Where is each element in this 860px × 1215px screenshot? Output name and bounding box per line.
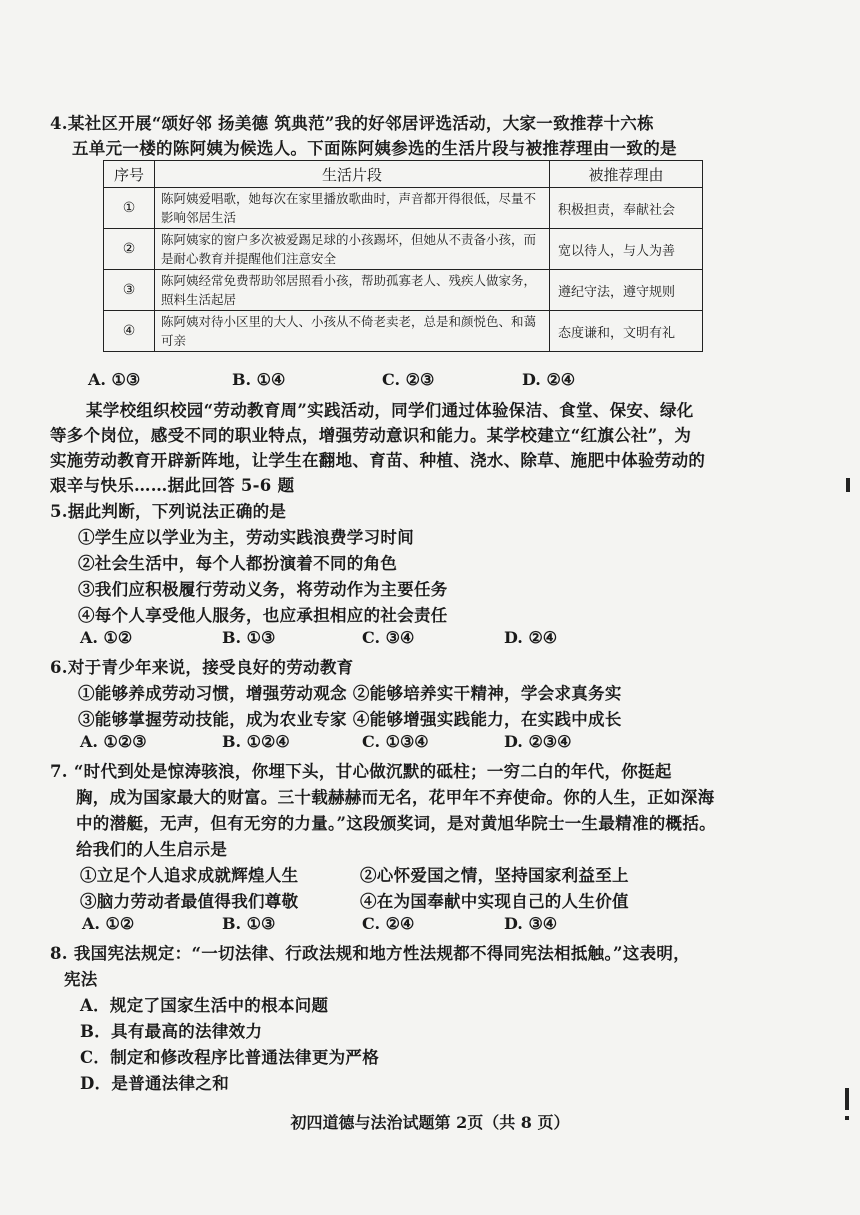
row-reason: 积极担责，奉献社会 xyxy=(550,188,703,229)
q5-option-b: B. ①③ xyxy=(222,628,276,647)
row-num: ④ xyxy=(104,311,155,352)
q5-option-c: C. ③④ xyxy=(362,628,415,647)
table-row xyxy=(104,270,703,311)
scan-mark xyxy=(845,1116,849,1120)
q5-option-d: D. ②④ xyxy=(504,628,558,647)
q6-stem: 6.对于青少年来说，接受良好的劳动教育 xyxy=(50,658,354,677)
q4-stem-line1: 4.某社区开展“颂好邻 扬美德 筑典范”我的好邻居评选活动，大家一致推荐十六栋 xyxy=(50,114,654,133)
row-num: ③ xyxy=(104,270,155,311)
q5-item-2: ②社会生活中，每个人都扮演着不同的角色 xyxy=(78,554,398,573)
row-reason: 态度谦和，文明有礼 xyxy=(550,311,703,352)
q8-option-a: A．规定了国家生活中的根本问题 xyxy=(80,996,329,1015)
q4-stem-line2: 五单元一楼的陈阿姨为候选人。下面陈阿姨参选的生活片段与被推荐理由一致的是 xyxy=(72,139,677,158)
q5-item-3: ③我们应积极履行劳动义务，将劳动作为主要任务 xyxy=(78,580,448,599)
q7-stem-line3: 中的潜艇，无声，但有无穷的力量。”这段颁奖词，是对黄旭华院士一生最精准的概括。 xyxy=(76,814,716,833)
header-life: 生活片段 xyxy=(155,161,550,188)
q6-option-b: B. ①②④ xyxy=(222,732,290,751)
scan-mark xyxy=(846,478,850,492)
q5-item-4: ④每个人享受他人服务，也应承担相应的社会责任 xyxy=(78,606,448,625)
q7-item-1: ①立足个人追求成就辉煌人生 xyxy=(80,866,299,885)
q7-stem-line4: 给我们的人生启示是 xyxy=(76,840,228,859)
recommendation-table xyxy=(103,160,703,352)
row-life: 陈阿姨家的窗户多次被爱踢足球的小孩踢坏，但她从不责备小孩，而是耐心教育并提醒他们注意安全 xyxy=(155,229,550,270)
row-num: ② xyxy=(104,229,155,270)
q7-option-a: A. ①② xyxy=(82,914,135,933)
page-footer: 初四道德与法治试题第 2页（共 8 页） xyxy=(290,1113,570,1132)
q7-item-2: ②心怀爱国之情，坚持国家利益至上 xyxy=(360,866,629,885)
q8-option-c: C．制定和修改程序比普通法律更为严格 xyxy=(80,1048,380,1067)
passage-line4: 艰辛与快乐……据此回答 5-6 题 xyxy=(50,476,295,495)
q6-items-row1: ①能够养成劳动习惯，增强劳动观念 ②能够培养实干精神，学会求真务实 xyxy=(78,684,622,703)
q8-option-b: B．具有最高的法律效力 xyxy=(80,1022,263,1041)
q6-option-d: D. ②③④ xyxy=(504,732,572,751)
q5-stem: 5.据此判断，下列说法正确的是 xyxy=(50,502,287,521)
passage-line2: 等多个岗位，感受不同的职业特点，增强劳动意识和能力。某学校建立“红旗公社”，为 xyxy=(50,426,692,445)
q8-stem-line1: 8. 我国宪法规定：“一切法律、行政法规和地方性法规都不得同宪法相抵触。”这表明， xyxy=(50,944,691,963)
table-row xyxy=(104,311,703,352)
q7-option-c: C. ②④ xyxy=(362,914,415,933)
table-row xyxy=(104,229,703,270)
passage-line1: 某学校组织校园“劳动教育周”实践活动，同学们通过体验保洁、食堂、保安、绿化 xyxy=(86,401,694,420)
row-reason: 遵纪守法，遵守规则 xyxy=(550,270,703,311)
table-header-row xyxy=(104,161,703,188)
q4-option-a: A. ①③ xyxy=(88,370,141,389)
q7-option-b: B. ①③ xyxy=(222,914,276,933)
q7-stem-line2: 胸，成为国家最大的财富。三十载赫赫而无名，花甲年不弃使命。你的人生，正如深海 xyxy=(76,788,715,807)
row-reason: 宽以待人，与人为善 xyxy=(550,229,703,270)
q8-option-d: D．是普通法律之和 xyxy=(80,1074,230,1093)
q4-option-c: C. ②③ xyxy=(382,370,435,389)
q7-item-3: ③脑力劳动者最值得我们尊敬 xyxy=(80,892,299,911)
table-row xyxy=(104,188,703,229)
q5-option-a: A. ①② xyxy=(80,628,133,647)
q5-item-1: ①学生应以学业为主，劳动实践浪费学习时间 xyxy=(78,528,414,547)
q7-option-d: D. ③④ xyxy=(504,914,558,933)
q6-items-row2: ③能够掌握劳动技能，成为农业专家 ④能够增强实践能力，在实践中成长 xyxy=(78,710,622,729)
header-reason: 被推荐理由 xyxy=(550,161,703,188)
passage-line3: 实施劳动教育开辟新阵地，让学生在翻地、育苗、种植、浇水、除草、施肥中体验劳动的 xyxy=(50,451,706,470)
q8-stem-line2: 宪法 xyxy=(64,970,98,989)
row-num: ① xyxy=(104,188,155,229)
row-life: 陈阿姨爱唱歌，她每次在家里播放歌曲时，声音都开得很低，尽量不影响邻居生活 xyxy=(155,188,550,229)
header-num: 序号 xyxy=(104,161,155,188)
q4-option-b: B. ①④ xyxy=(232,370,286,389)
q6-option-c: C. ①③④ xyxy=(362,732,429,751)
q7-item-4: ④在为国奉献中实现自己的人生价值 xyxy=(360,892,629,911)
row-life: 陈阿姨对待小区里的大人、小孩从不倚老卖老，总是和颜悦色、和蔼可亲 xyxy=(155,311,550,352)
q4-option-d: D. ②④ xyxy=(522,370,576,389)
q7-stem-line1: 7. “时代到处是惊涛骇浪，你埋下头，甘心做沉默的砥柱；一穷二白的年代，你挺起 xyxy=(50,762,672,781)
q6-option-a: A. ①②③ xyxy=(80,732,147,751)
scan-mark xyxy=(845,1088,849,1110)
row-life: 陈阿姨经常免费帮助邻居照看小孩，帮助孤寡老人、残疾人做家务，照料生活起居 xyxy=(155,270,550,311)
